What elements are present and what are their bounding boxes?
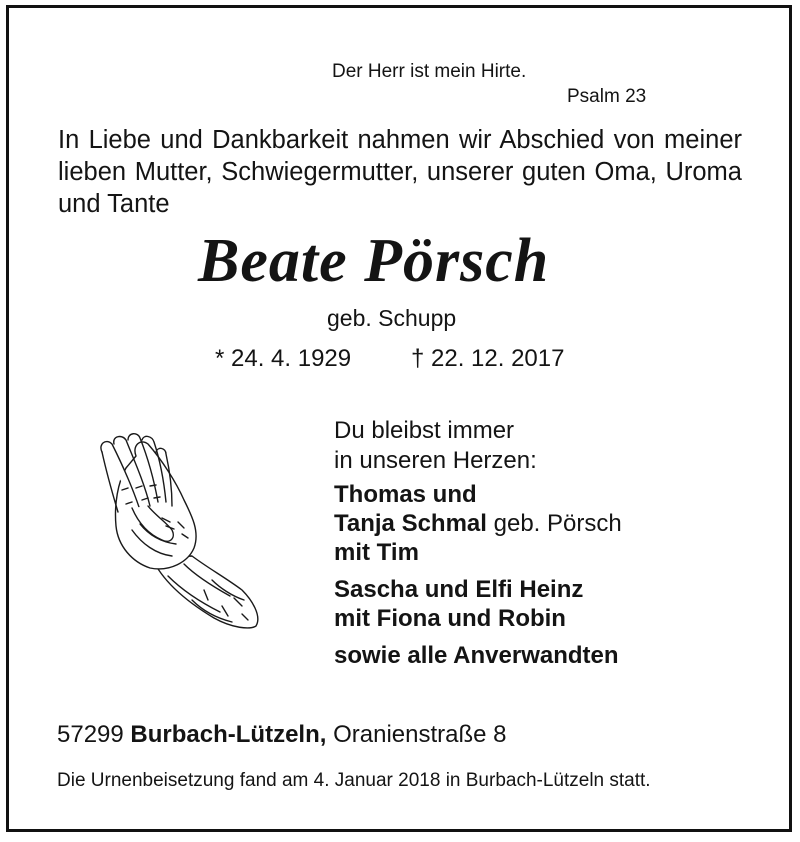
- address-city: Burbach-Lützeln,: [130, 721, 327, 748]
- farewell-line-1: Du bleibst immer: [334, 417, 515, 444]
- intro-text: In Liebe und Dankbarkeit nahmen wir Abschied von meiner lieben Mutter, Schwiegermutter, unserer guten Oma, Uroma und Tante: [58, 126, 742, 218]
- family-name: Tanja Schmal: [334, 510, 487, 537]
- motto-text: Der Herr ist mein Hirte.: [332, 61, 527, 82]
- address-zip: 57299: [57, 721, 124, 748]
- birth-date: * 24. 4. 1929: [215, 345, 352, 372]
- burial-note: Die Urnenbeisetzung fand am 4. Januar 2018 in Burbach-Lützeln statt.: [57, 770, 651, 791]
- family-line: Thomas und: [334, 481, 477, 508]
- motto-source: Psalm 23: [567, 86, 647, 107]
- family-line: sowie alle Anverwandten: [334, 642, 619, 669]
- family-maiden-note: geb. Pörsch: [486, 510, 622, 537]
- family-line: [334, 509, 622, 539]
- praying-hands-icon: [92, 430, 264, 640]
- death-date: † 22. 12. 2017: [411, 345, 565, 372]
- farewell-line-2: in unseren Herzen:: [334, 447, 537, 474]
- maiden-name: geb. Schupp: [327, 305, 457, 331]
- family-line: mit Tim: [334, 539, 419, 566]
- address-line: [57, 721, 507, 749]
- deceased-name: Beate Pörsch: [198, 227, 550, 295]
- address-street: Oranienstraße 8: [333, 721, 507, 748]
- family-line: mit Fiona und Robin: [334, 605, 566, 632]
- family-line: Sascha und Elfi Heinz: [334, 576, 584, 603]
